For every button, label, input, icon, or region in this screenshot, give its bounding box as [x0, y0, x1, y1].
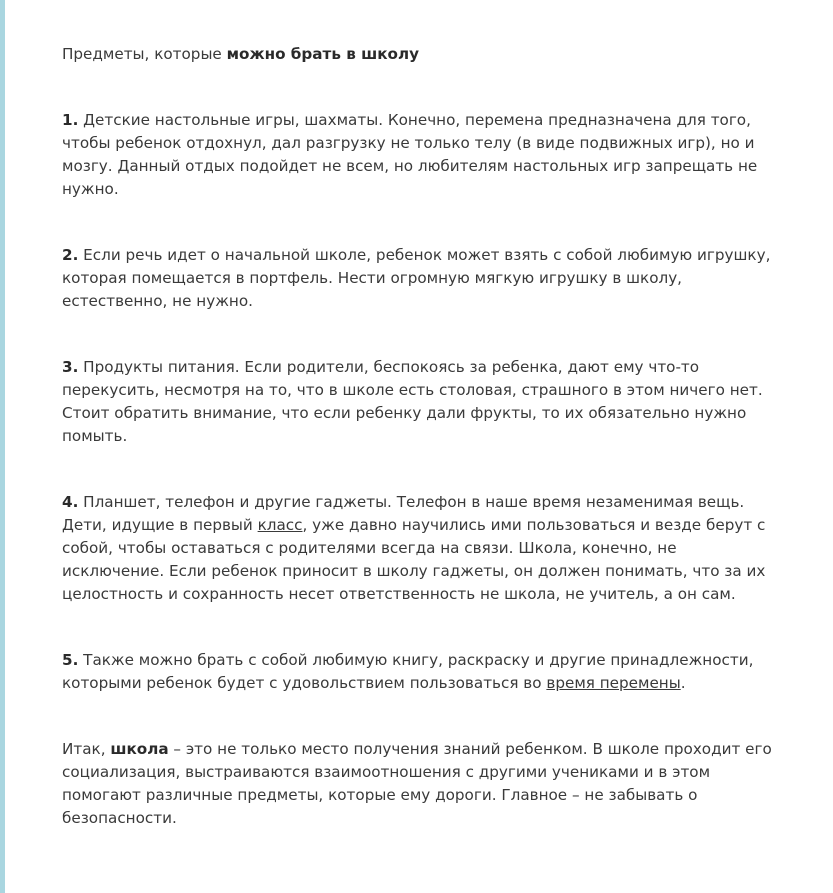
item-text: Если речь идет о начальной школе, ребенок может взять с собой любимую игрушку, которая помещается в портфель. Нести огромную мягкую игрушку в школу, естественно, не нужно. — [62, 246, 771, 310]
list-item-1 — [62, 109, 782, 201]
item-number: 5. — [62, 651, 79, 669]
item-number: 1. — [62, 111, 79, 129]
list-item-5 — [62, 649, 782, 695]
article-content — [62, 43, 782, 830]
item-text-after: . — [680, 674, 686, 692]
conclusion-text: – это не только место получения знаний ребенком. В школе проходит его социализация, выстраиваются взаимоотношения с другими учениками и в этом помогают различные предметы, которые ему дороги. Главное – не забывать о безопасности. — [62, 740, 772, 827]
list-item-2 — [62, 244, 782, 313]
left-accent-border — [0, 0, 5, 893]
list-item-3 — [62, 356, 782, 448]
conclusion-prefix: Итак, — [62, 740, 111, 758]
item-text-before: Планшет, телефон и другие гаджеты. Телефон в наше время незаменимая вещь. Дети, идущие в первый — [62, 493, 745, 534]
item-number: 3. — [62, 358, 79, 376]
item-text-before: Также можно брать с собой любимую книгу, раскраску и другие принадлежности, которыми ребенок будет с удовольствием пользоваться во — [62, 651, 754, 692]
item-text-after: , уже давно научились ими пользоваться и везде берут с собой, чтобы оставаться с родителями всегда на связи. Школа, конечно, не исключение. Если ребенок приносит в школу гаджеты, он должен понимать, что за их целостность и сохранность несет ответственность не школа, не учитель, а он сам. — [62, 516, 766, 603]
item-number: 4. — [62, 493, 79, 511]
list-item-4 — [62, 491, 782, 606]
intro-bold: можно брать в школу — [226, 45, 419, 63]
intro-paragraph — [62, 43, 782, 66]
item-text: Продукты питания. Если родители, беспокоясь за ребенка, дают ему что-то перекусить, несмотря на то, что в школе есть столовая, страшного в этом ничего нет. Стоит обратить внимание, что если ребенку дали фрукты, то их обязательно нужно помыть. — [62, 358, 763, 445]
intro-prefix: Предметы, которые — [62, 45, 227, 63]
item-number: 2. — [62, 246, 79, 264]
item-text: Детские настольные игры, шахматы. Конечно, перемена предназначена для того, чтобы ребенок отдохнул, дал разгрузку не только телу (в виде подвижных игр), но и мозгу. Данный отдых подойдет не всем, но любителям настольных игр запрещать не нужно. — [62, 111, 758, 198]
break-time-link[interactable]: время перемены — [546, 674, 681, 692]
class-link[interactable]: класс — [257, 516, 303, 534]
conclusion-bold: школа — [110, 740, 169, 758]
conclusion-paragraph — [62, 738, 782, 830]
